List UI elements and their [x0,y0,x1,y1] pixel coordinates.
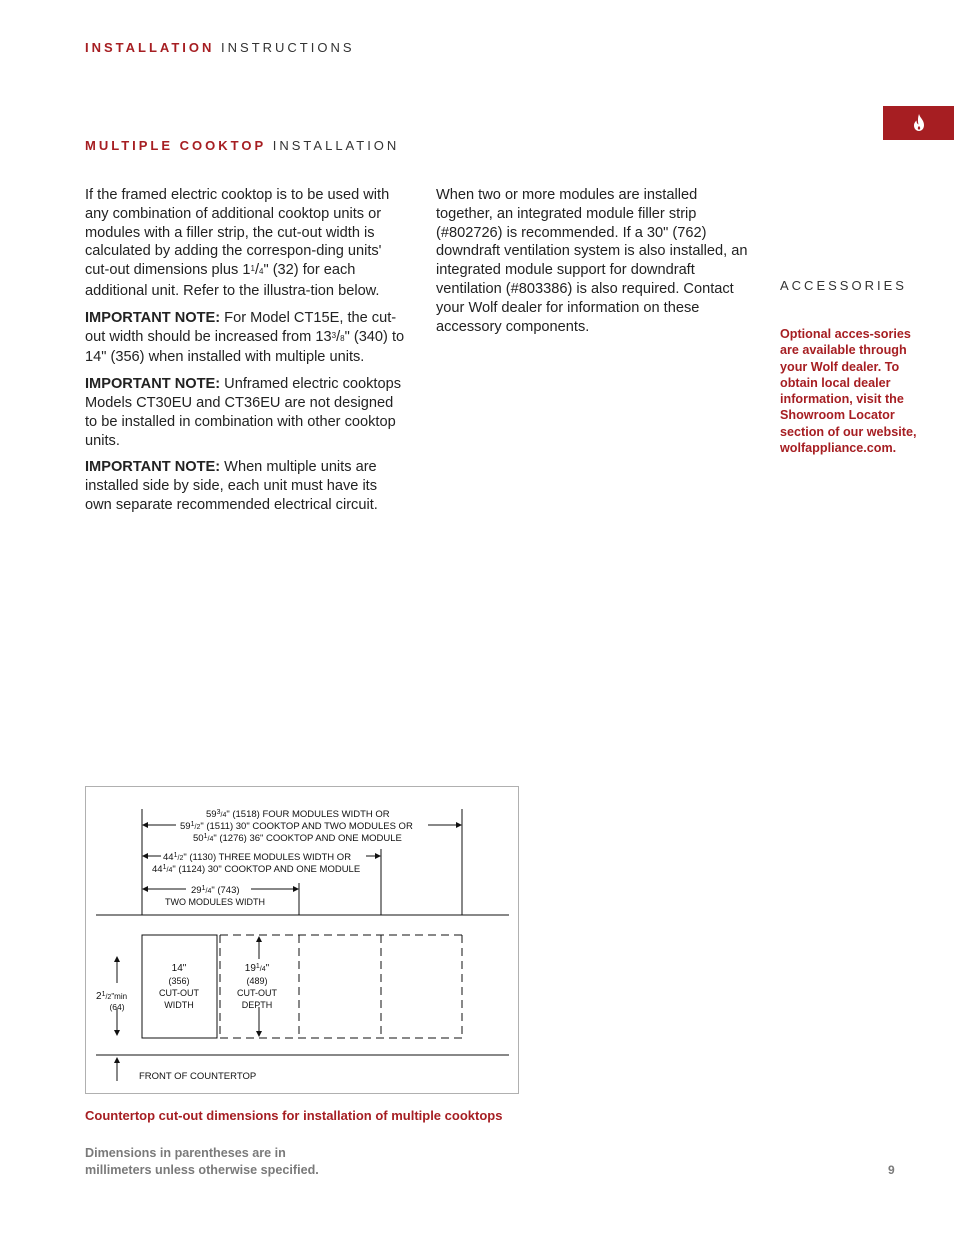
section-title-rest: INSTALLATION [272,138,400,153]
cutout-solid [142,935,217,1038]
dim-30-one-module: $44^1_/4$" (1124) 30" COOKTOP AND ONE MODULE [152,864,361,875]
min-setback-value: $2^1_/2"\min$ [96,991,128,1002]
note-unframed-text: Unframed electric cooktops Models CT30EU and CT36EU are not designed to be installed in combination with other cooktop units. [85,376,402,449]
cutout-width-value: 14" [171,963,187,974]
header-title-rest: INSTRUCTIONS [221,40,355,55]
dim-30-two-modules: $59^1_/2$" (1511) 30" COOKTOP AND TWO MODULES OR [180,821,413,832]
dim-two-modules-label: TWO MODULES WIDTH [165,897,265,907]
right-column [436,186,756,344]
note-label: IMPORTANT NOTE: [85,376,221,393]
dim-two-modules: $29^1_/4$" (743) [191,885,240,896]
cutout-width-label-2: WIDTH [164,1000,194,1010]
fraction-one-quarter: $^1$/4 [250,262,264,279]
note-label: IMPORTANT NOTE: [85,309,221,326]
dim-36-one-module: $50^1_/4$" (1276) 36" COOKTOP AND ONE MODULE [193,833,402,844]
intro-text-b: " (32) for each additional unit. Refer to the illustra-tion below. [85,262,380,299]
cutout-diagram [85,786,519,1094]
cutout-width-mm: (356) [168,976,190,986]
fraction-den: 8 [340,333,345,343]
section-title-bold: MULTIPLE COOKTOP [85,138,267,153]
fraction-num: 3 [331,330,337,340]
note-unframed [85,375,405,450]
cutout-diagram-svg [86,787,520,1095]
accessories-heading: ACCESSORIES [780,278,907,293]
left-column [85,186,405,523]
dim-three-modules: $44^1_/2$" (1130) THREE MODULES WIDTH OR [163,852,352,863]
page-number: 9 [888,1163,895,1177]
cutout-width-label-1: CUT-OUT [159,988,199,998]
note-circuit [85,458,405,514]
cutout-depth-label-1: CUT-OUT [237,988,277,998]
fraction-three-eighths: $^3$/8 [331,328,345,345]
header-title-bold: INSTALLATION [85,40,215,55]
accessories-text: Optional acces-sories are available through your Wolf dealer. To obtain local dealer information, visit the Showroom Locator section of our website, wolfappliance.com. [780,327,917,456]
note-circuit-text: When multiple units are installed side by side, each unit must have its own separate recommended electrical circuit. [85,459,378,513]
intro-paragraph [85,186,405,301]
note-ct15e-text-a: For Model CT15E, the cut-out width should be increased from 13 [85,309,397,345]
min-setback-mm: (64) [109,1002,125,1012]
fraction-num: 1 [250,264,255,274]
intro-text-a: If the framed electric cooktop is to be used with any combination of additional cooktop units or modules with a filler strip, the cut-out width is calculated by adding the correspon-ding units' cut-out dimensions plus 1 [85,187,390,279]
front-of-countertop-label: FRONT OF COUNTERTOP [139,1071,257,1082]
note-ct15e-text-b: " (340) to 14" (356) when installed with multiple units. [85,328,405,366]
filler-strip-paragraph: When two or more modules are installed together, an integrated module filler strip (#802726) is recommended. If a 30" (762) downdraft ventilation system is also installed, an integrated module support for downdraft ventilation (#803386) is also required. Contact your Wolf dealer for information on these accessory components. [436,187,748,335]
fraction-den: 4 [259,267,264,277]
section-title [85,138,399,153]
cutout-depth-value: $19^1_/4$" [244,963,270,974]
footer-note [85,1145,319,1179]
footer-line-1: Dimensions in parentheses are in [85,1146,286,1160]
page-header [85,40,355,55]
cutout-depth-mm: (489) [246,976,268,986]
cutout-depth-label-2: DEPTH [241,1000,273,1010]
flame-icon [912,114,926,132]
brand-tab [883,106,954,140]
dim-four-modules: $59^3_/4$" (1518) FOUR MODULES WIDTH OR [206,809,390,820]
note-ct15e [85,309,405,367]
footer-line-2: millimeters unless otherwise specified. [85,1163,319,1177]
diagram-caption: Countertop cut-out dimensions for installation of multiple cooktops [85,1108,503,1123]
note-label: IMPORTANT NOTE: [85,459,221,476]
